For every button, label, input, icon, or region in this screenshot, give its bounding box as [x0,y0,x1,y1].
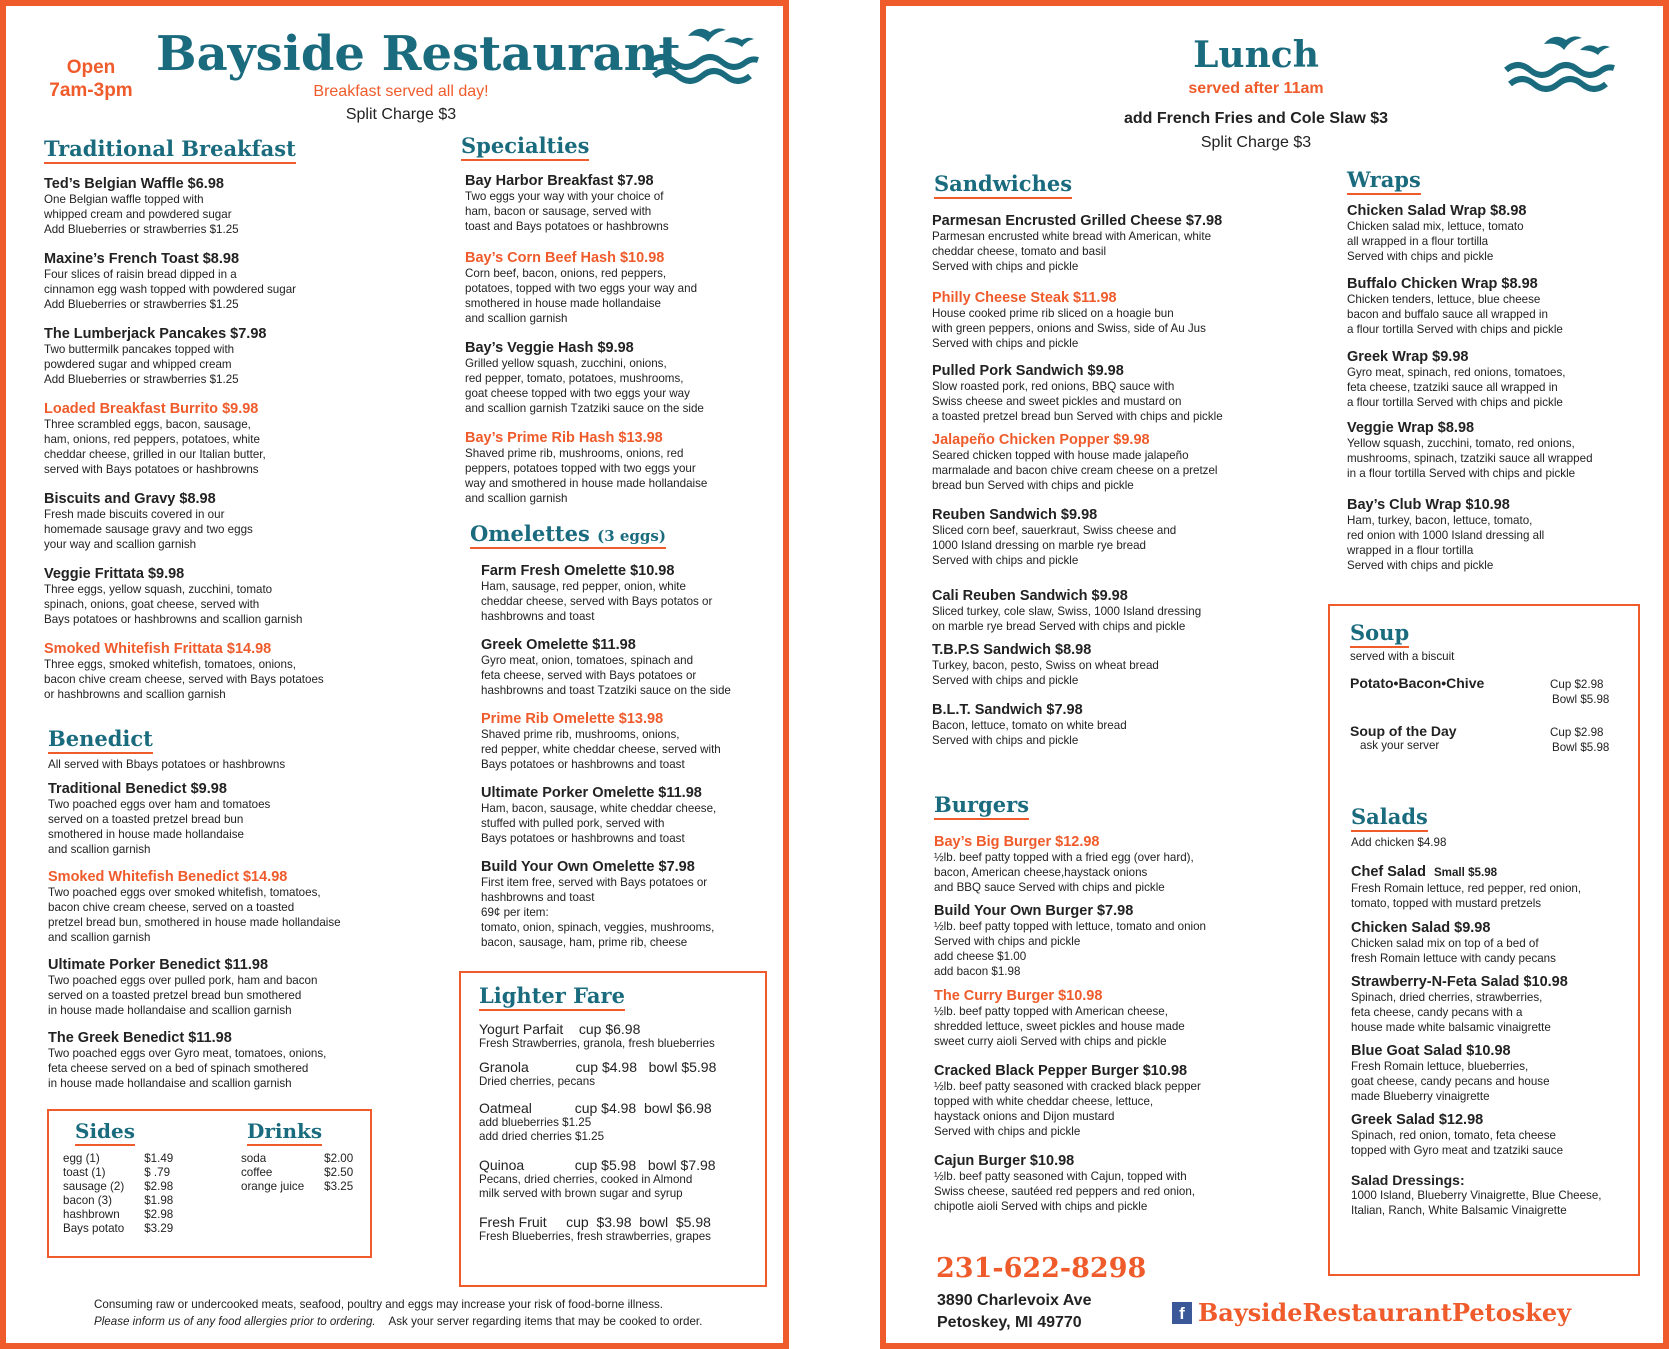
section-title: Traditional Breakfast [44,136,296,164]
soup-items [1350,675,1635,755]
menu-item-description: Two poached eggs over ham and tomatoes served on a toasted pretzel bread bun smothered in house made hollandaise and scallion garnish [48,798,271,856]
menu-item-name: Veggie Frittata $9.98 [44,566,185,582]
menu-item [934,1153,1274,1214]
menu-item-description: Bacon, lettuce, tomato on white bread Served with chips and pickle [932,719,1127,747]
disclaimer-line3: Ask your server regarding items that may be cooked to order. [388,1315,703,1328]
menu-item [1347,203,1647,264]
menu-item-description: Fresh Blueberries, fresh strawberries, grapes [479,1230,711,1243]
omelettes-title: Omelettes [470,521,590,546]
address-line2: Petoskey, MI 49770 [937,1314,1082,1331]
menu-item [465,173,761,234]
menu-item [48,781,388,857]
drinks-title: Drinks [247,1119,322,1146]
menu-item-description: Fresh Romain lettuce, blueberries, goat cheese, candy pecans and house made Blueberry vinaigrette [1351,1060,1550,1103]
phone-number: 231-622-8298 [936,1253,1147,1284]
menu-item-description: Gyro meat, onion, tomatoes, spinach and feta cheese, served with Bays potatoes or hashbrowns and toast Tzatziki sauce on the side [481,654,731,697]
tagline: Breakfast served all day! [313,83,489,100]
soup-name: Soup of the Day [1350,723,1457,739]
specialties-section [461,133,761,520]
address-line1: 3890 Charlevoix Ave [937,1292,1092,1309]
menu-item-name: Strawberry-N-Feta Salad $10.98 [1351,974,1568,990]
soup-item [1350,675,1635,707]
item-name: toast (1) [63,1166,106,1179]
menu-item-name: Quinoa cup $5.98 bowl $7.98 [479,1157,716,1173]
soup-subnote: ask your server [1360,739,1440,752]
menu-item [48,1030,388,1091]
item-price: $2.50 [324,1166,354,1179]
menu-item-name: Reuben Sandwich $9.98 [932,507,1098,523]
benedict-section [48,726,388,1103]
section-title: Lighter Fare [479,983,625,1011]
hours-block [36,56,146,102]
menu-item-name: Ultimate Porker Omelette $11.98 [481,785,702,801]
menu-item-description: ½lb. beef patty topped with lettuce, tomato and onion Served with chips and pickle add cheese $1.00 add bacon $1.98 [934,920,1206,978]
menu-item [481,563,770,624]
section-title: Specialties [461,133,589,161]
menu-item-name: Build Your Own Burger $7.98 [934,903,1134,919]
menu-item-description: ½lb. beef patty seasoned with Cajun, topped with Swiss cheese, sautéed red peppers and red onion, chipotle aioli Served with chips and pickle [934,1170,1196,1213]
item-name: orange juice [241,1180,305,1193]
menu-item [479,1157,764,1201]
section-title: Soup [1350,620,1409,648]
menu-item [479,1021,764,1051]
sides-title: Sides [75,1119,135,1146]
menu-item-name: Greek Salad $12.98 [1351,1112,1484,1128]
menu-item-name: T.B.P.S Sandwich $8.98 [932,642,1092,658]
menu-item [932,507,1274,568]
menu-item-description: Spinach, red onion, tomato, feta cheese topped with Gyro meat and tzatziki sauce [1351,1129,1564,1157]
menu-item [1347,349,1647,410]
item-price: $1.49 [144,1152,174,1165]
address [937,1290,1091,1334]
item-price: $3.25 [324,1180,354,1193]
menu-item [1351,1043,1636,1104]
lunch-menu-page [880,0,1669,1349]
item-price: $2.98 [144,1180,174,1193]
menu-item-description: Grilled yellow squash, zucchini, onions, red pepper, tomato, potatoes, mushrooms, goat cheese topped with two eggs your way and scallion garnish Tzatziki sauce on the side [465,357,704,415]
menu-item [934,1063,1274,1139]
menu-item-name: Chef Salad [1351,864,1426,880]
burgers-items [934,834,1274,1214]
menu-item-name: Ted’s Belgian Waffle $6.98 [44,176,224,192]
table-row [63,1194,179,1208]
menu-item [479,1100,764,1144]
menu-item [465,340,761,416]
traditional-items [44,176,374,702]
menu-item [481,637,770,698]
menu-item-description: Spinach, dried cherries, strawberries, feta cheese, candy pecans with a house made white balsamic vinaigrette [1351,991,1551,1034]
menu-item [932,588,1274,634]
menu-item-name: The Curry Burger $10.98 [934,988,1103,1004]
omelettes-items [481,563,770,950]
menu-item-name: Bay’s Big Burger $12.98 [934,834,1100,850]
menu-item-description: House cooked prime rib sliced on a hoagie bun with green peppers, onions and Swiss, side of Au Jus Served with chips and pickle [932,307,1206,350]
menu-item-name: Bay’s Club Wrap $10.98 [1347,497,1510,513]
menu-item-description: ½lb. beef patty topped with a fried egg (over hard), bacon, American cheese,haystack onions and BBQ sauce Served with chips and pickle [934,851,1194,894]
menu-item-description: Chicken tenders, lettuce, blue cheese bacon and buffalo sauce all wrapped in a flour tortilla Served with chips and pickle [1347,293,1563,336]
table-row [241,1166,359,1180]
menu-item [1351,974,1636,1035]
menu-item-name: Philly Cheese Steak $11.98 [932,290,1117,306]
menu-item-name: Smoked Whitefish Benedict $14.98 [48,869,288,885]
menu-item-description: Seared chicken topped with house made jalapeño marmalade and bacon chive cream cheese on a pretzel bread bun Served with chips and pickle [932,449,1218,492]
salads-note: Add chicken $4.98 [1351,836,1447,849]
sandwiches-items [932,213,1274,748]
salads-items [1351,863,1636,1158]
split-charge: Split Charge $3 [1200,134,1312,151]
menu-item [481,785,770,846]
menu-item-name: Traditional Benedict $9.98 [48,781,227,797]
facebook-link [1172,1298,1571,1327]
section-title: Sandwiches [934,171,1072,199]
soup-bowl-price: Bowl $5.98 [1552,693,1610,706]
menu-item-name: Smoked Whitefish Frittata $14.98 [44,641,272,657]
menu-item [44,491,374,552]
split-charge: Split Charge $3 [345,106,457,123]
menu-item-name: B.L.T. Sandwich $7.98 [932,702,1083,718]
seagulls-waves-icon [1504,28,1616,100]
menu-item-description: Two poached eggs over pulled pork, ham and bacon served on a toasted pretzel bread bun smothered in house made hollandaise and scallion garnish [48,974,318,1017]
table-row [63,1222,179,1236]
menu-item [48,957,388,1018]
menu-item-name: Cracked Black Pepper Burger $10.98 [934,1063,1188,1079]
menu-item-extra: Small $5.98 [1433,866,1498,879]
sides-table [63,1152,179,1236]
menu-item [479,1059,764,1089]
menu-item-name: Greek Wrap $9.98 [1347,349,1469,365]
menu-item [44,401,374,477]
menu-item-name: Cali Reuben Sandwich $9.98 [932,588,1128,604]
menu-item-description: Three scrambled eggs, bacon, sausage, ham, onions, red peppers, potatoes, white cheddar cheese, grilled in our Italian butter, served with Bays potatoes or hashbrowns [44,418,266,476]
facebook-handle: BaysideRestaurantPetoskey [1198,1298,1572,1327]
menu-item-description: Gyro meat, spinach, red onions, tomatoes, feta cheese, tzatziki sauce all wrapped in a flour tortilla Served with chips and pickle [1347,366,1566,409]
menu-item [1347,497,1647,573]
menu-item-description: Two poached eggs over smoked whitefish, tomatoes, bacon chive cream cheese, served on a toasted pretzel bread bun, smothered in house made hollandaise and scallion garnish [48,886,341,944]
soup-item [1350,723,1635,755]
menu-item [48,869,388,945]
menu-item-name: Farm Fresh Omelette $10.98 [481,563,675,579]
section-title: Burgers [934,792,1029,820]
menu-item-description: Fresh Strawberries, granola, fresh blueberries [479,1037,715,1050]
item-name: bacon (3) [63,1194,112,1207]
menu-item-name: Bay Harbor Breakfast $7.98 [465,173,654,189]
menu-item [44,566,374,627]
menu-item [932,432,1274,493]
table-row [63,1208,179,1222]
menu-item-name: Loaded Breakfast Burrito $9.98 [44,401,259,417]
menu-item [932,363,1274,424]
table-row [63,1166,179,1180]
table-row [63,1180,179,1194]
burgers-section [934,792,1274,1226]
menu-item-description: Fresh Romain lettuce, red pepper, red onion, tomato, topped with mustard pretzels [1351,882,1582,910]
menu-item-name: Jalapeño Chicken Popper $9.98 [932,432,1150,448]
item-name: hashbrown [63,1208,120,1221]
menu-item-name: Biscuits and Gravy $8.98 [44,491,216,507]
wraps-section [1347,167,1647,585]
menu-item-description: Turkey, bacon, pesto, Swiss on wheat bread Served with chips and pickle [932,659,1159,687]
menu-item-name: Bay’s Veggie Hash $9.98 [465,340,634,356]
drinks-table [241,1152,359,1194]
facebook-icon: f [1172,1302,1192,1324]
item-name: egg (1) [63,1152,100,1165]
table-row [63,1152,179,1166]
menu-item-description: Fresh made biscuits covered in our homemade sausage gravy and two eggs your way and scallion garnish [44,508,253,551]
menu-item [481,859,770,950]
menu-item-name: Bay’s Prime Rib Hash $13.98 [465,430,663,446]
menu-item-description: Chicken salad mix, lettuce, tomato all wrapped in a flour tortilla Served with chips and pickle [1347,220,1524,263]
lighter-fare-items [479,1021,764,1244]
menu-item-description: Ham, bacon, sausage, white cheddar cheese, stuffed with pulled pork, served with Bays potatoes or hashbrowns and toast [481,802,717,845]
menu-item-name: Veggie Wrap $8.98 [1347,420,1475,436]
menu-item-description: Slow roasted pork, red onions, BBQ sauce with Swiss cheese and sweet pickles and mustard on a toasted pretzel bread bun Served with chips and pickle [932,380,1223,423]
lunch-subtitle: served after 11am [1188,80,1324,97]
menu-item-name: Prime Rib Omelette $13.98 [481,711,664,727]
disclaimer-line1: Consuming raw or undercooked meats, seafood, poultry and eggs may increase your risk of food-borne illness. [94,1298,664,1311]
item-name: coffee [241,1166,273,1179]
menu-item-description: Three eggs, smoked whitefish, tomatoes, onions, bacon chive cream cheese, served with Bays potatoes or hashbrowns and scallion garnish [44,658,324,701]
benedict-items [48,781,388,1091]
menu-item-description: Three eggs, yellow squash, zucchini, tomato spinach, onions, goat cheese, served with Bays potatoes or hashbrowns and scallion garnish [44,583,303,626]
menu-item-name: Pulled Pork Sandwich $9.98 [932,363,1124,379]
menu-item [934,834,1274,895]
menu-item [934,988,1274,1049]
sides-drinks-box [47,1109,372,1258]
menu-item-description: Two poached eggs over Gyro meat, tomatoes, onions, feta cheese served on a bed of spinach smothered in house made hollandaise and scallion garnish [48,1047,327,1090]
menu-item-name: Bay’s Corn Beef Hash $10.98 [465,250,665,266]
menu-item [934,903,1274,979]
menu-item-description: Corn beef, bacon, onions, red peppers, potatoes, topped with two eggs your way and smothered in house made hollandaise and scallion garnish [465,267,698,325]
menu-item [1347,420,1647,481]
soup-cup-price: Cup $2.98 [1550,678,1604,691]
menu-item-name: Build Your Own Omelette $7.98 [481,859,695,875]
menu-item [465,250,761,326]
menu-item [44,251,374,312]
menu-item [44,176,374,237]
menu-item [479,1214,764,1244]
menu-item [932,290,1274,351]
section-title: Salads [1351,804,1428,832]
hours-open: Open [66,57,116,78]
disclaimer [94,1296,774,1330]
menu-item-name: Granola cup $4.98 bowl $5.98 [479,1059,717,1075]
menu-item [44,641,374,702]
menu-item-description: Shaved prime rib, mushrooms, onions, red pepper, white cheddar cheese, served with Bays potatoes or hashbrowns and toast [481,728,721,771]
item-price: $3.29 [144,1222,174,1235]
menu-item-description: Two buttermilk pancakes topped with powdered sugar and whipped cream Add Blueberries or strawberries $1.25 [44,343,239,386]
menu-item-description: Dried cherries, pecans [479,1075,595,1088]
item-price: $2.98 [144,1208,174,1221]
soup-salads-box [1328,604,1640,1276]
menu-item-name: Chicken Salad $9.98 [1351,920,1491,936]
menu-item-description: Parmesan encrusted white bread with American, white cheddar cheese, tomato and basil Served with chips and pickle [932,230,1212,273]
menu-item-description: Shaved prime rib, mushrooms, onions, red peppers, potatoes topped with two eggs your way and smothered in house made hollandaise and scallion garnish [465,447,708,505]
menu-item-description: add blueberries $1.25 add dried cherries $1.25 [479,1116,605,1143]
fries-addon: add French Fries and Cole Slaw $3 [1123,110,1389,127]
wraps-items [1347,203,1647,573]
menu-item-description: First item free, served with Bays potatoes or hashbrowns and toast 69¢ per item: tomato, onion, spinach, veggies, mushrooms, bacon, sausage, ham, prime rib, cheese [481,876,715,949]
menu-item-description: Two eggs your way with your choice of ham, bacon or sausage, served with toast and Bays potatoes or hashbrowns [465,190,669,233]
hours-time: 7am-3pm [49,80,133,101]
menu-item-description: One Belgian waffle topped with whipped cream and powdered sugar Add Blueberries or strawberries $1.25 [44,193,239,236]
menu-item-name: Chicken Salad Wrap $8.98 [1347,203,1527,219]
sandwiches-section [934,171,1274,760]
section-title: Wraps [1347,167,1421,195]
menu-item-description: ½lb. beef patty topped with American cheese, shredded lettuce, sweet pickles and house made sweet curry aioli Served with chips and pickle [934,1005,1185,1048]
omelettes-subtitle: (3 eggs) [597,527,666,545]
menu-item-name: Ultimate Porker Benedict $11.98 [48,957,269,973]
menu-item [1351,1112,1636,1158]
section-title: Benedict [48,726,153,754]
menu-item-name: Parmesan Encrusted Grilled Cheese $7.98 [932,213,1223,229]
menu-item-name: Yogurt Parfait cup $6.98 [479,1021,641,1037]
menu-item-description: Ham, turkey, bacon, lettuce, tomato, red onion with 1000 Island dressing all wrapped in a flour tortilla Served with chips and pickle [1347,514,1545,572]
item-price: $ .79 [144,1166,171,1179]
soup-name: Potato•Bacon•Chive [1350,675,1485,691]
disclaimer-line2: Please inform us of any food allergies prior to ordering. [94,1315,376,1328]
menu-item-description: Pecans, dried cherries, cooked in Almond milk served with brown sugar and syrup [479,1173,693,1200]
menu-item [1351,920,1636,966]
menu-item [932,213,1274,274]
traditional-breakfast-section [44,136,374,714]
dressings-title: Salad Dressings: [1351,1172,1465,1188]
benedict-note: All served with Bbays potatoes or hashbrowns [48,758,286,771]
breakfast-menu-page [0,0,789,1349]
item-name: sausage (2) [63,1180,125,1193]
menu-item-name: Oatmeal cup $4.98 bowl $6.98 [479,1100,712,1116]
lighter-fare-box [459,971,767,1287]
table-row [241,1152,359,1166]
menu-item-name: Cajun Burger $10.98 [934,1153,1075,1169]
menu-item [44,326,374,387]
menu-item [481,711,770,772]
menu-item-name: Buffalo Chicken Wrap $8.98 [1347,276,1538,292]
menu-item-name: Maxine’s French Toast $8.98 [44,251,240,267]
menu-item-description: Four slices of raisin bread dipped in a cinnamon egg wash topped with powdered sugar Add Blueberries or strawberries $1.25 [44,268,297,311]
item-name: soda [241,1152,267,1165]
restaurant-title: Bayside Restaurant [156,26,681,82]
menu-item [1351,863,1636,911]
soup-note: served with a biscuit [1350,650,1455,663]
menu-item [932,642,1274,688]
menu-item [465,430,761,506]
menu-item-description: Ham, sausage, red pepper, onion, white cheddar cheese, served with Bays potatos or hashbrowns and toast [481,580,713,623]
menu-item-name: Fresh Fruit cup $3.98 bowl $5.98 [479,1214,711,1230]
lunch-title: Lunch [1193,34,1319,76]
menu-item-name: Blue Goat Salad $10.98 [1351,1043,1511,1059]
menu-item-name: The Lumberjack Pancakes $7.98 [44,326,267,342]
menu-item [932,702,1274,748]
menu-item [1347,276,1647,337]
item-price: $2.00 [324,1152,354,1165]
seagulls-waves-icon [648,20,760,92]
soup-bowl-price: Bowl $5.98 [1552,741,1610,754]
menu-item-description: Chicken salad mix on top of a bed of fresh Romain lettuce with candy pecans [1351,937,1556,965]
menu-item-description: ½lb. beef patty seasoned with cracked black pepper topped with white cheddar cheese, lettuce, haystack onions and Dijon mustard Served with chips and pickle [934,1080,1201,1138]
menu-item-description: Yellow squash, zucchini, tomato, red onions, mushrooms, spinach, tzatziki sauce all wrapped in a flour tortilla Served with chips and pickle [1347,437,1593,480]
section-title [470,521,666,549]
omelettes-section [470,521,770,963]
menu-item-description: Sliced turkey, cole slaw, Swiss, 1000 Island dressing on marble rye bread Served with chips and pickle [932,605,1202,633]
table-row [241,1180,359,1194]
menu-item-description: Sliced corn beef, sauerkraut, Swiss cheese and 1000 Island dressing on marble rye bread Served with chips and pickle [932,524,1177,567]
item-name: Bays potato [63,1222,125,1235]
dressings-list: 1000 Island, Blueberry Vinaigrette, Blue Cheese, Italian, Ranch, White Balsamic Vinaigrette [1351,1189,1602,1217]
specialties-items [465,173,761,506]
soup-cup-price: Cup $2.98 [1550,726,1604,739]
item-price: $1.98 [144,1194,174,1207]
menu-item-name: Greek Omelette $11.98 [481,637,636,653]
menu-item-name: The Greek Benedict $11.98 [48,1030,232,1046]
